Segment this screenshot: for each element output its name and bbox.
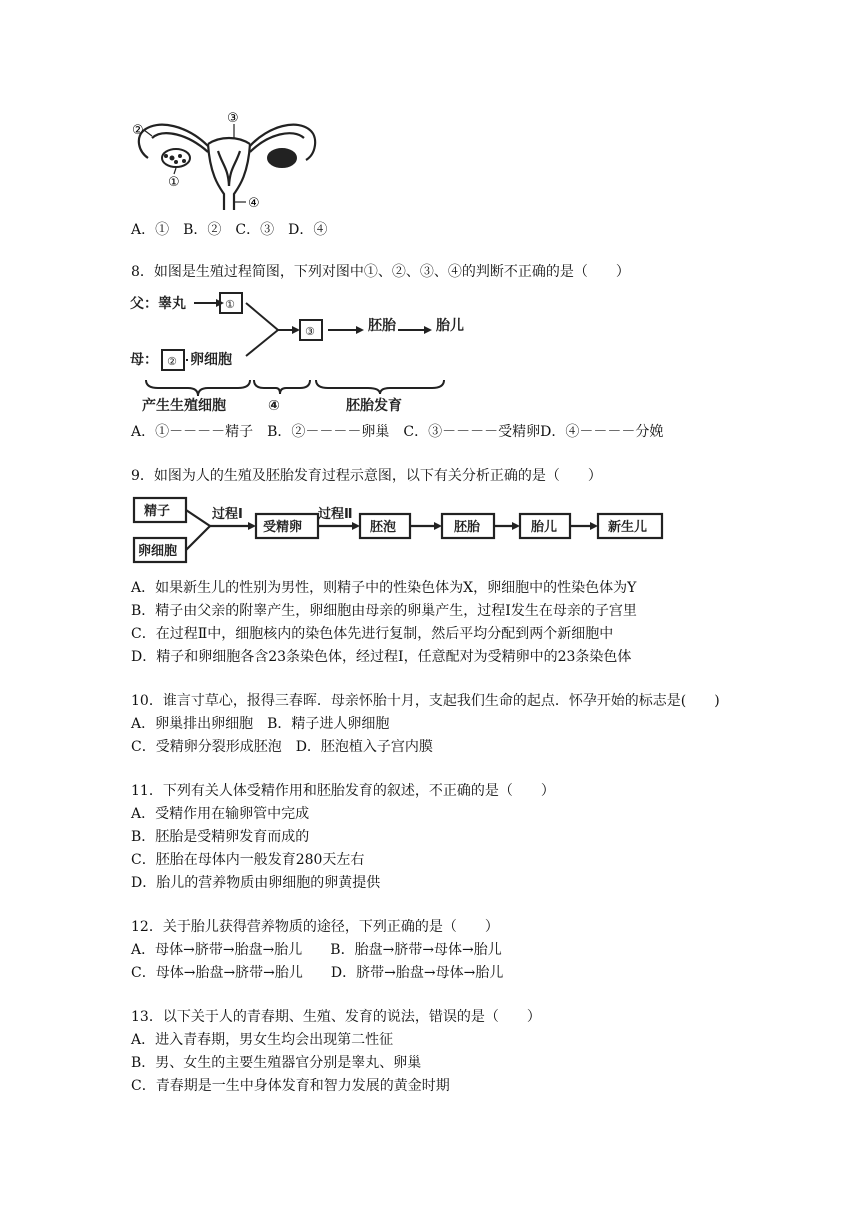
label-4: ④: [248, 196, 260, 211]
q10-options-row-1: A．卵巢排出卵细胞 B．精子进人卵细胞: [131, 716, 390, 732]
stage-label-1: 产生生殖细胞: [142, 398, 226, 414]
q12-options-row-2: C．母体→胎盘→脐带→胎儿 D．脐带→胎盘→母体→胎儿: [131, 965, 504, 981]
stage-label-2: ④: [268, 398, 280, 414]
female-reproductive-system-figure: [128, 106, 328, 216]
q11-option-b: B．胚胎是受精卵发育而成的: [131, 829, 310, 845]
q11-option-c: C．胚胎在母体内一般发育280天左右: [131, 852, 365, 868]
label-1: ①: [168, 175, 180, 190]
father-label: 父：睾丸: [130, 296, 186, 312]
q12-options-row-1: A．母体→脐带→胎盘→胎儿 B．胎盘→脐带→母体→胎儿: [131, 942, 502, 958]
q9-option-d: D．精子和卵细胞各含23条染色体，经过程Ⅰ，任意配对为受精卵中的23条染色体: [131, 649, 632, 665]
q13-option-b: B．男、女生的主要生殖器官分别是睾丸、卵巢: [131, 1055, 422, 1071]
embryo-label: 胚胎: [454, 520, 481, 535]
q11-option-a: A．受精作用在输卵管中完成: [131, 806, 310, 822]
q8-options: A．①－－－－精子 B．②－－－－卵巢 C．③－－－－受精卵D．④－－－－分娩: [131, 424, 664, 440]
q8-stem: 8．如图是生殖过程简图，下列对图中①、②、③、④的判断不正确的是（ ）: [131, 264, 630, 280]
sperm-label: 精子: [144, 504, 171, 519]
q11-stem: 11．下列有关人体受精作用和胚胎发育的叙述，不正确的是（ ）: [131, 783, 555, 799]
newborn-label: 新生儿: [608, 520, 648, 535]
egg-cell-label: 卵细胞: [190, 352, 232, 368]
q13-stem: 13．以下关于人的青春期、生殖、发育的说法，错误的是（ ）: [131, 1009, 541, 1025]
mother-label: 母：: [130, 352, 158, 368]
q12-stem: 12．关于胎儿获得营养物质的途径，下列正确的是（ ）: [131, 919, 499, 935]
reproduction-process-diagram: [128, 290, 464, 416]
egg-cell-label: 卵细胞: [138, 544, 178, 559]
box-2-label: ②: [167, 355, 177, 368]
label-3: ③: [227, 111, 239, 126]
reproduction-development-flow-diagram: [130, 494, 670, 570]
label-2: ②: [132, 123, 144, 138]
q11-option-d: D．胎儿的营养物质由卵细胞的卵黄提供: [131, 875, 381, 891]
q7-options: A．① B．② C．③ D．④: [131, 222, 328, 238]
box-3-label: ③: [305, 325, 315, 338]
zygote-label: 受精卵: [263, 520, 303, 535]
box-1-label: ①: [225, 298, 235, 311]
q9-option-a: A．如果新生儿的性别为男性，则精子中的性染色体为X，卵细胞中的性染色体为Y: [131, 580, 637, 596]
fetus-label: 胎儿: [436, 318, 464, 334]
process-1-label: 过程Ⅰ: [212, 507, 243, 522]
embryo-label: 胚胎: [368, 318, 396, 334]
q13-option-a: A．进入青春期，男女生均会出现第二性征: [131, 1032, 394, 1048]
stage-label-3: 胚胎发育: [346, 398, 402, 414]
q10-options-row-2: C．受精卵分裂形成胚泡 D．胚泡植入子宫内膜: [131, 739, 433, 755]
process-2-label: 过程Ⅱ: [318, 507, 353, 522]
blastocyst-label: 胚泡: [370, 520, 397, 535]
q9-stem: 9．如图为人的生殖及胚胎发育过程示意图，以下有关分析正确的是（ ）: [131, 468, 602, 484]
q10-stem: 10．谁言寸草心，报得三春晖．母亲怀胎十月，支起我们生命的起点．怀孕开始的标志是( ): [131, 693, 720, 709]
q9-option-b: B．精子由父亲的附睾产生，卵细胞由母亲的卵巢产生，过程Ⅰ发生在母亲的子宫里: [131, 603, 637, 619]
q9-option-c: C．在过程Ⅱ中，细胞核内的染色体先进行复制，然后平均分配到两个新细胞中: [131, 626, 614, 642]
fetus-label: 胎儿: [531, 520, 558, 535]
q13-option-c: C．青春期是一生中身体发育和智力发展的黄金时期: [131, 1078, 450, 1094]
